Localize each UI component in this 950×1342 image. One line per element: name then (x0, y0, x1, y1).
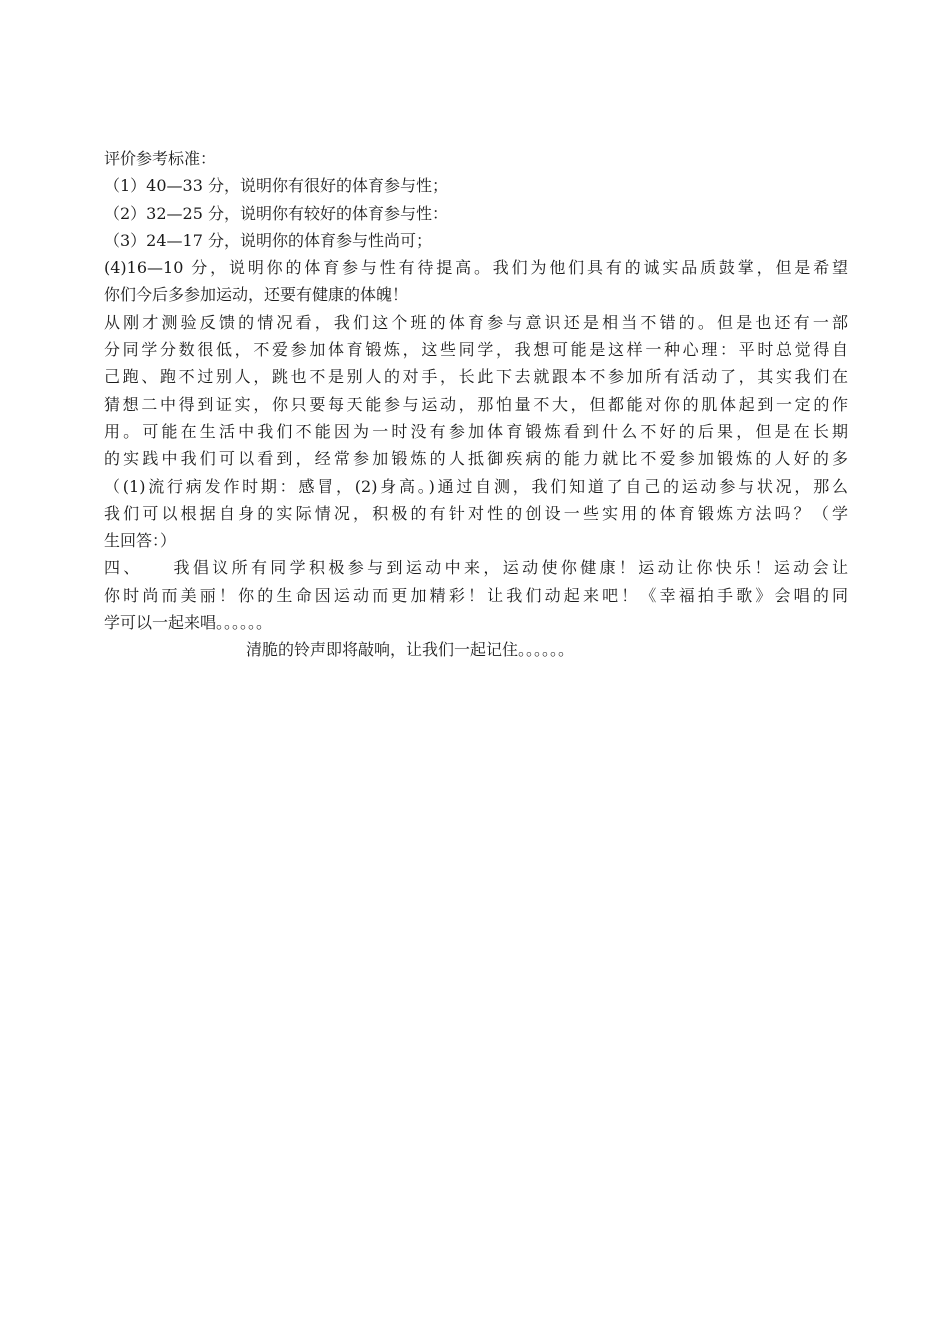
feedback-line-2: 分同学分数很低，不爱参加体育锻炼，这些同学，我想可能是这样一种心理：平时总觉得自 (104, 340, 848, 360)
feedback-line-7: （(1)流行病发作时期：感冒，(2)身高。)通过自测，我们知道了自己的运动参与状况，那么 (104, 476, 848, 496)
document-body (104, 145, 848, 664)
criterion-2: （2）32—25 分，说明你有较好的体育参与性： (104, 203, 448, 223)
feedback-line-3: 己跑、跑不过别人，跳也不是别人的对手，长此下去就跟本不参加所有活动了，其实我们在 (104, 367, 848, 387)
criterion-1: （1）40—33 分，说明你有很好的体育参与性； (104, 176, 448, 196)
section-4-line-1: 四、 我倡议所有同学积极参与到运动中来，运动使你健康！运动让你快乐！运动会让 (104, 558, 848, 578)
section-4-line-3: 学可以一起来唱。。。。。。 (104, 613, 273, 633)
feedback-line-4: 猜想二中得到证实，你只要每天能参与运动，那怕量不大，但都能对你的肌体起到一定的作 (104, 394, 848, 414)
criterion-4-line-2: 你们今后多参加运动，还要有健康的体魄！ (104, 285, 409, 305)
evaluation-heading: 评价参考标准： (104, 149, 217, 168)
criterion-3: （3）24—17 分，说明你的体育参与性尚可； (104, 230, 432, 250)
section-4-line-2: 你时尚而美丽！你的生命因运动而更加精彩！让我们动起来吧！《幸福拍手歌》会唱的同 (104, 585, 848, 605)
feedback-line-1: 从刚才测验反馈的情况看，我们这个班的体育参与意识还是相当不错的。但是也还有一部 (104, 312, 848, 332)
feedback-line-6: 的实践中我们可以看到，经常参加锻炼的人抵御疾病的能力就比不爱参加锻炼的人好的多 (104, 449, 848, 469)
criterion-4-line-1: (4)16—10 分，说明你的体育参与性有待提高。我们为他们具有的诚实品质鼓掌，但是希望 (104, 258, 848, 278)
feedback-line-8: 我们可以根据自身的实际情况，积极的有针对性的创设一些实用的体育锻炼方法吗？（学 (104, 503, 848, 523)
feedback-line-9: 生回答：） (104, 531, 177, 551)
closing-line: 清脆的铃声即将敲响，让我们一起记住。。。。。。 (246, 640, 575, 660)
feedback-line-5: 用。可能在生活中我们不能因为一时没有参加体育锻炼看到什么不好的后果，但是在长期 (104, 421, 848, 441)
